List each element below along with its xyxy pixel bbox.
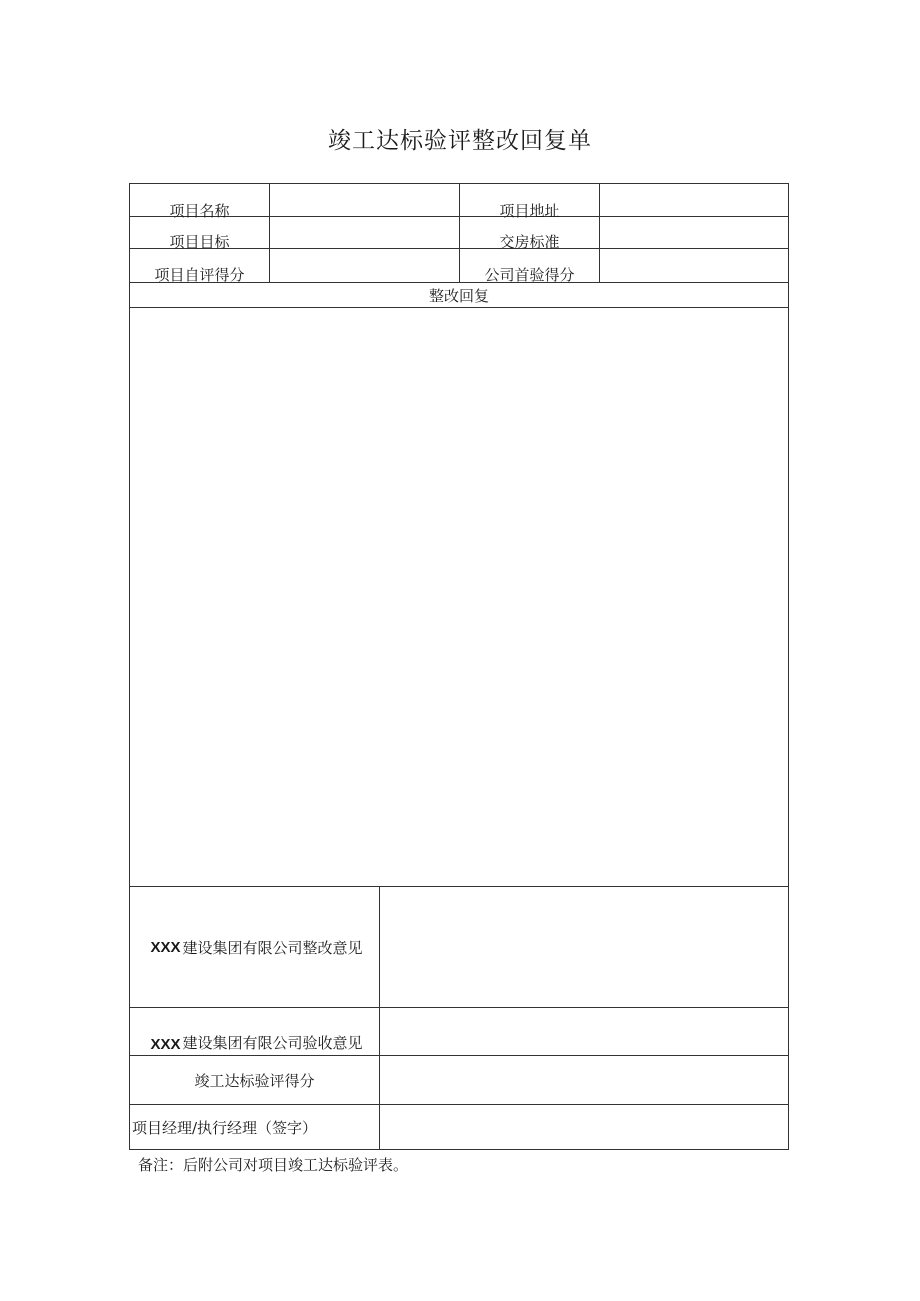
field-completion-score[interactable] <box>380 1056 788 1104</box>
label-rectification-opinion <box>130 887 379 1007</box>
label-project-target: 项目目标 <box>169 233 230 251</box>
field-project-name[interactable] <box>270 184 459 216</box>
label-acceptance-opinion-text: 建设集团有限公司验收意见 <box>182 1034 363 1052</box>
label-completion-score: 竣工达标验评得分 <box>194 1071 315 1090</box>
footnote: 备注：后附公司对项目竣工达标验评表。 <box>138 1156 409 1174</box>
field-first-inspection-score[interactable] <box>600 249 788 282</box>
field-project-address[interactable] <box>600 184 788 216</box>
document-title: 竣工达标验评整改回复单 <box>328 128 592 154</box>
reply-content-area[interactable] <box>130 308 788 886</box>
label-delivery-standard: 交房标准 <box>499 233 560 251</box>
reply-section-heading: 整改回复 <box>428 286 489 305</box>
label-project-name: 项目名称 <box>169 201 230 220</box>
label-first-inspection-score: 公司首验得分 <box>484 266 575 284</box>
field-rectification-opinion[interactable] <box>380 887 788 1007</box>
company-placeholder: XXX <box>150 938 181 956</box>
label-manager-signature: 项目经理/执行经理（签字） <box>132 1118 318 1137</box>
field-project-target[interactable] <box>270 217 459 248</box>
label-self-evaluation-score: 项目自评得分 <box>154 266 245 284</box>
label-acceptance-opinion <box>130 1008 379 1055</box>
field-manager-signature[interactable] <box>380 1105 788 1149</box>
label-project-address: 项目地址 <box>499 201 560 220</box>
field-self-evaluation-score[interactable] <box>270 249 459 282</box>
label-rectification-opinion-text: 建设集团有限公司整改意见 <box>182 938 363 957</box>
company-placeholder: XXX <box>150 1036 181 1053</box>
field-delivery-standard[interactable] <box>600 217 788 248</box>
rectification-reply-form <box>129 183 789 1150</box>
field-acceptance-opinion[interactable] <box>380 1008 788 1055</box>
